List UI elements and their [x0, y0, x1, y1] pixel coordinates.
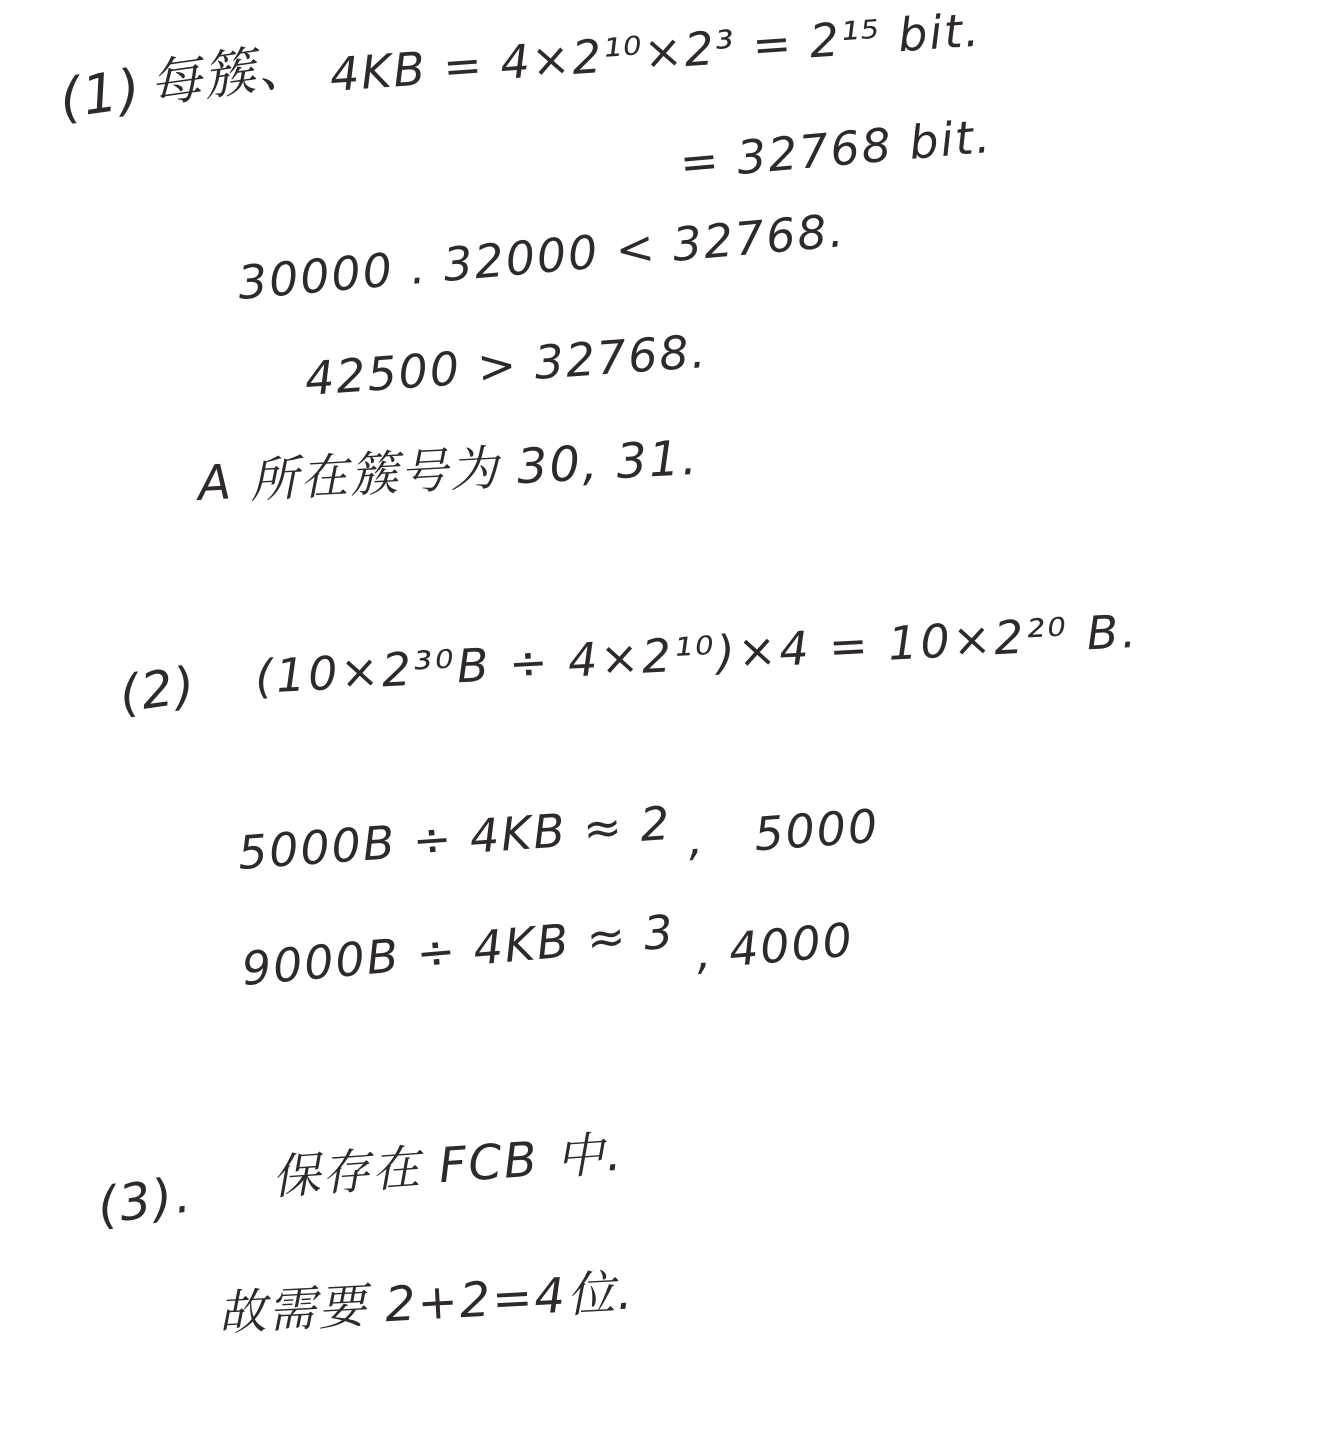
- part1-comparison-less: 30000 . 32000 < 32768.: [235, 203, 848, 310]
- part1-comparison-greater: 42500 > 32768.: [303, 323, 709, 406]
- part2-equation: (10×2³⁰B ÷ 4×2¹⁰)×4 = 10×2²⁰ B.: [253, 603, 1141, 704]
- part2-calc-9000: 9000B ÷ 4KB ≈ 3: [239, 904, 678, 996]
- part1-conclusion: A 所在簇号为 30, 31.: [196, 429, 701, 512]
- part2-calc-5000-note: , 5000: [686, 798, 881, 866]
- part3-bits-line: 故需要 2+2=4位.: [216, 1264, 636, 1342]
- part1-equation-kb-to-bit: 4KB = 4×2¹⁰×2³ = 2¹⁵ bit.: [328, 2, 983, 102]
- part1-equation-result: = 32768 bit.: [677, 108, 994, 190]
- part3-number: (3).: [93, 1165, 196, 1236]
- part1-cluster-label: 每簇、: [145, 33, 315, 116]
- part2-calc-9000-note: , 4000: [693, 912, 857, 980]
- part2-number: (2): [115, 655, 201, 724]
- part2-calc-5000: 5000B ÷ 4KB ≈ 2: [236, 795, 674, 880]
- part1-number: (1): [55, 56, 147, 131]
- part3-storage-line: 保存在 FCB 中.: [270, 1125, 625, 1206]
